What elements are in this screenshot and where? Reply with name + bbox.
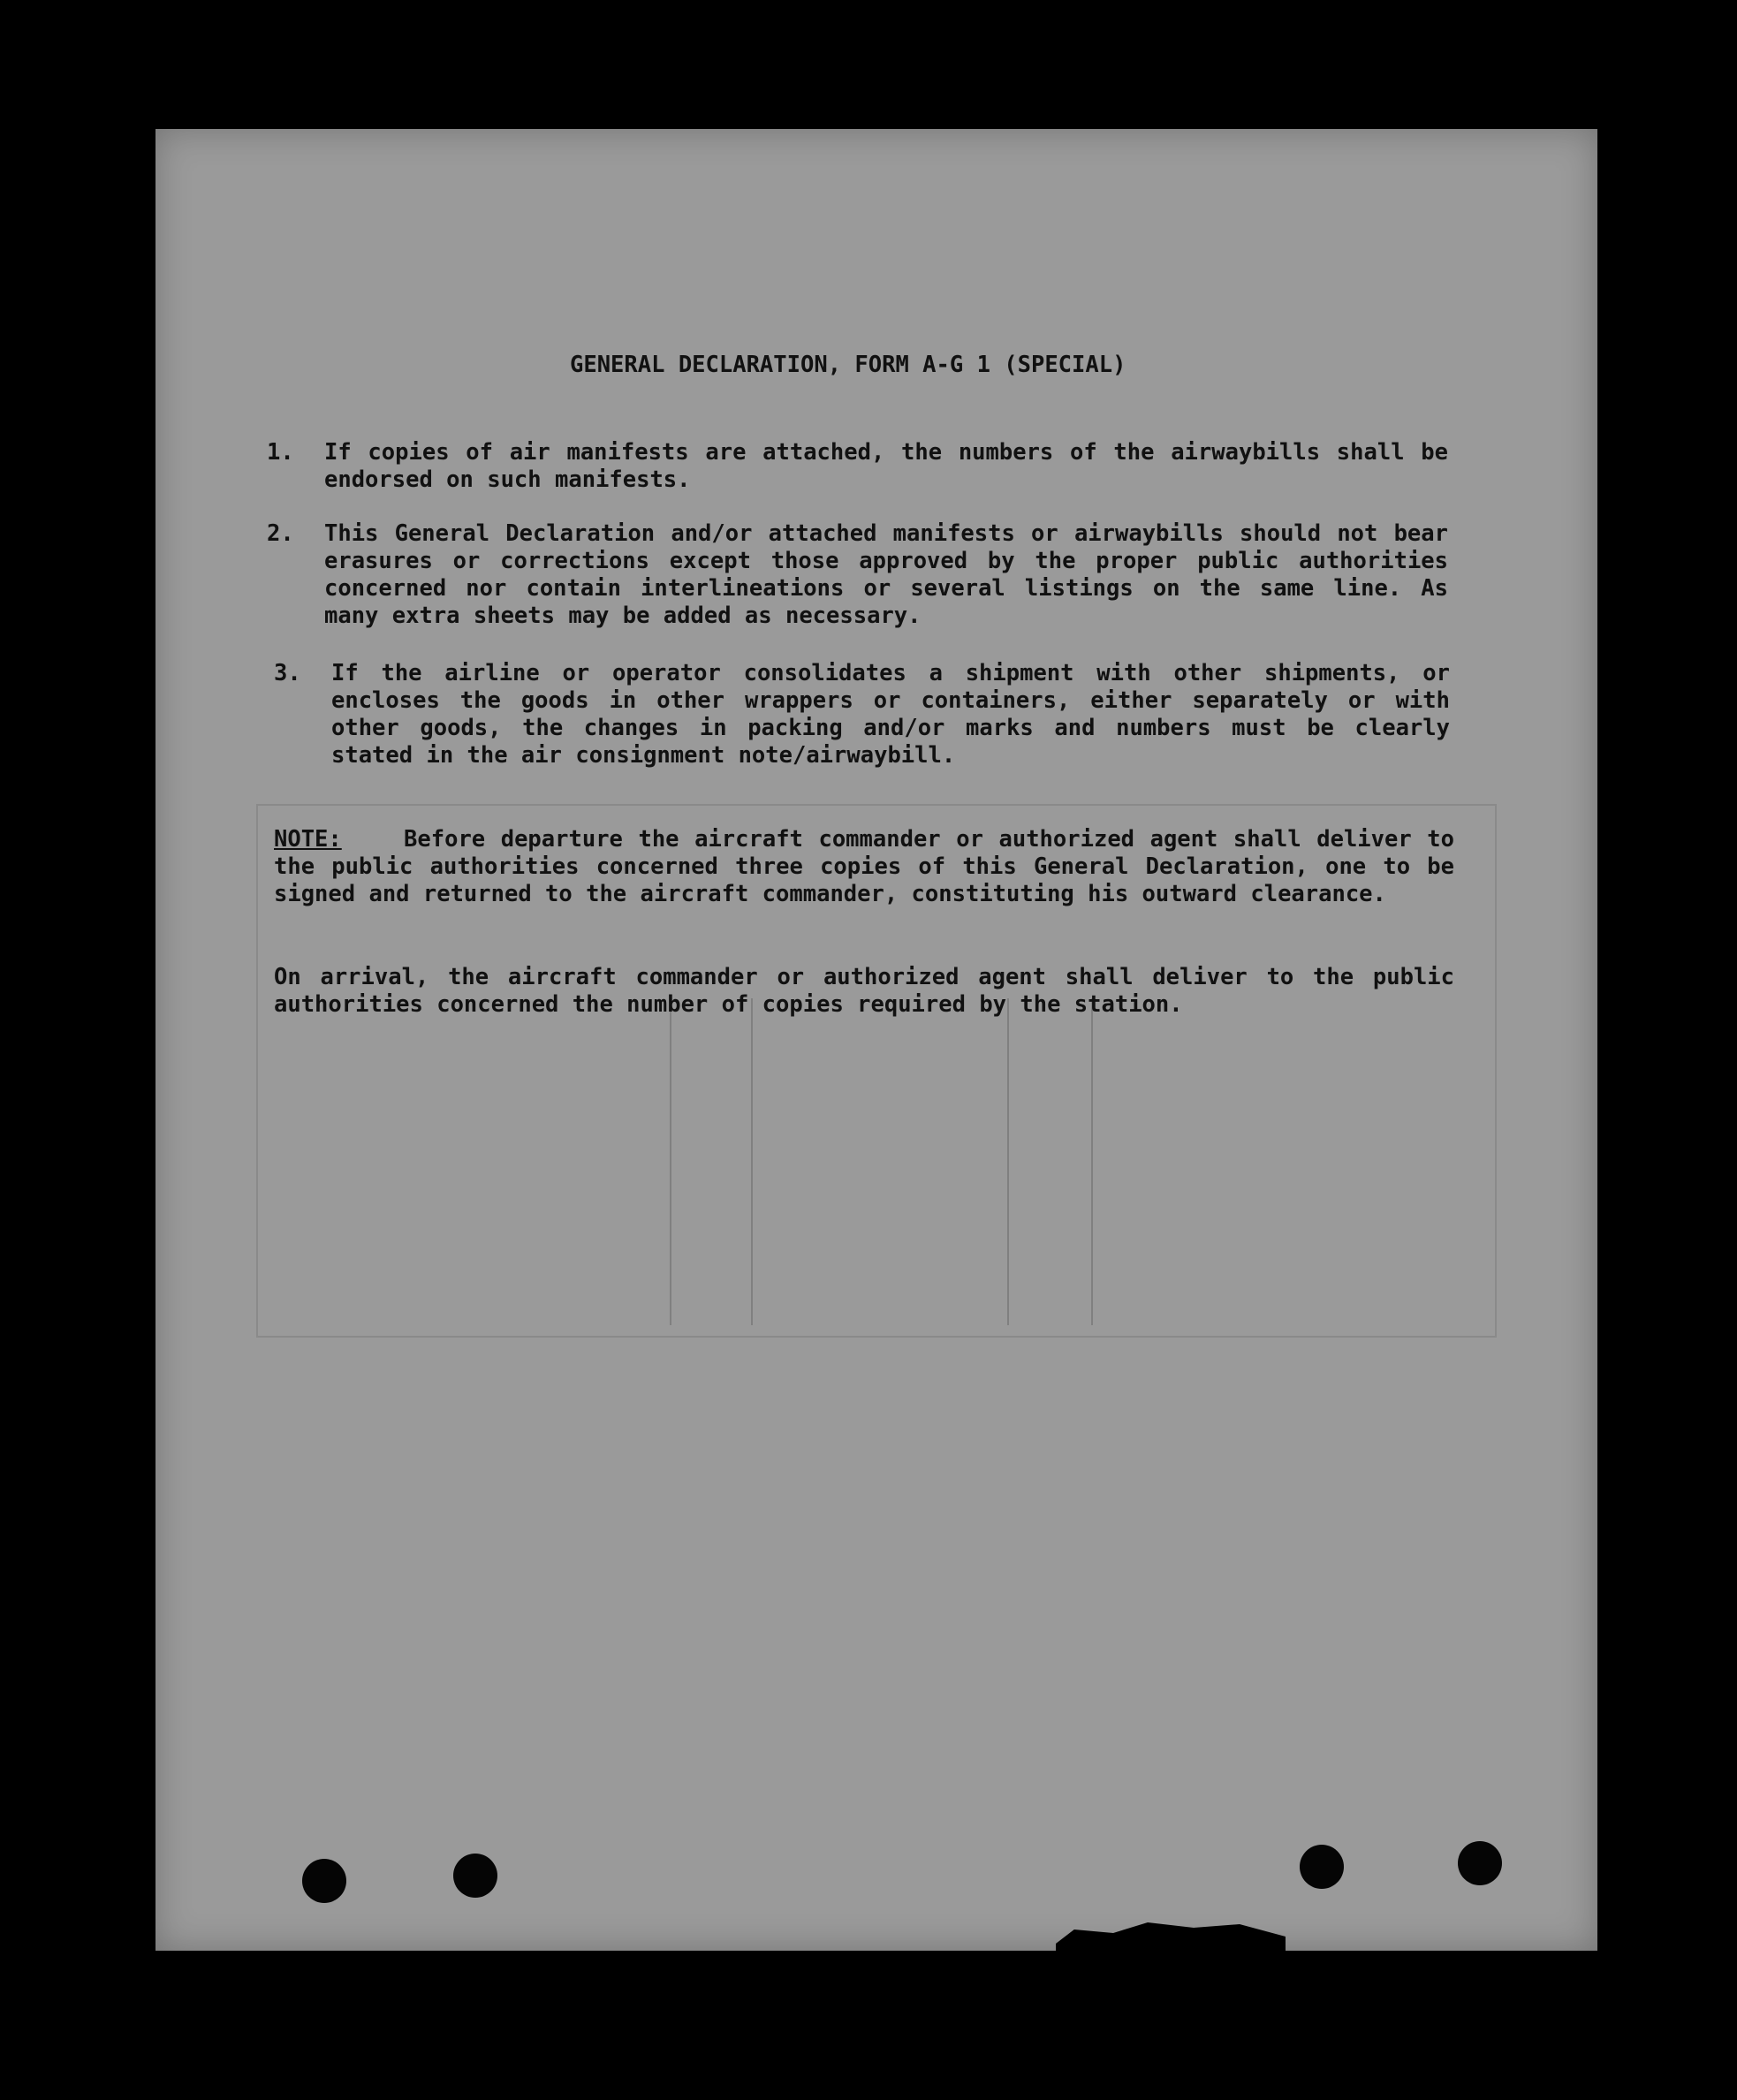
- item-number: 2.: [267, 520, 294, 547]
- item-number: 1.: [267, 439, 294, 466]
- bleed-through-line: [751, 998, 753, 1325]
- punch-hole: [453, 1854, 497, 1898]
- punch-hole: [302, 1859, 346, 1903]
- arrival-paragraph: On arrival, the aircraft commander or authorized agent shall deliver to the public authorities concerned the number of copies required by the station.: [274, 964, 1454, 1018]
- item-text: This General Declaration and/or attached manifests or airwaybills should not bear erasures or corrections except those approved by the proper public authorities concerned nor contain interlineations or several listings on the same line. As many extra sheets may be added as necessary.: [324, 520, 1448, 629]
- item-text: If copies of air manifests are attached, the numbers of the airwaybills shall be endorsed on such manifests.: [324, 439, 1448, 493]
- bleed-through-line: [1007, 998, 1009, 1325]
- punch-hole: [1300, 1845, 1344, 1889]
- item-number: 3.: [274, 660, 301, 686]
- note-text: Before departure the aircraft commander or authorized agent shall deliver to the public authorities concerned three copies of this General Declaration, one to be signed and returned to the aircraft commander, constituting his outward clearance.: [274, 826, 1454, 907]
- item-text: If the airline or operator consolidates a shipment with other shipments, or encloses the goods in other wrappers or containers, either separately or with other goods, the changes in packing and/or marks and numbers must be clearly stated in the air consignment note/airwaybill.: [331, 660, 1450, 769]
- bleed-through-line: [1091, 998, 1093, 1325]
- bleed-through-line: [670, 998, 671, 1325]
- punch-hole: [1458, 1841, 1502, 1885]
- note-paragraph: [274, 826, 1454, 908]
- note-label: NOTE:: [274, 826, 342, 853]
- page-title: GENERAL DECLARATION, FORM A-G 1 (SPECIAL): [570, 352, 1126, 378]
